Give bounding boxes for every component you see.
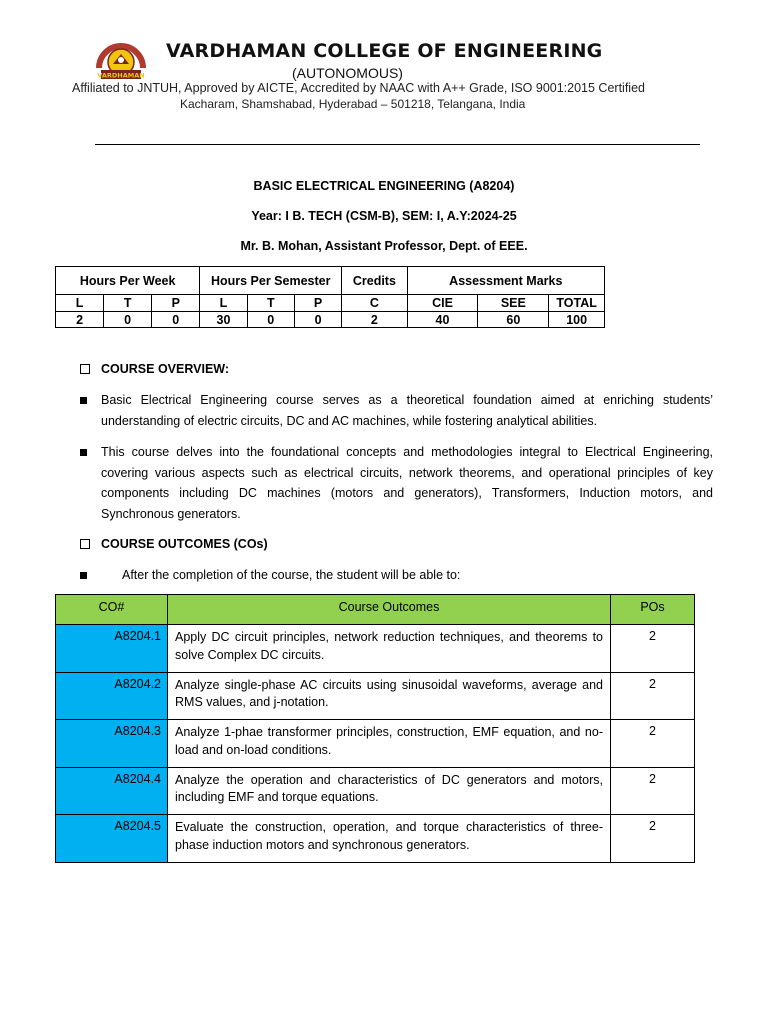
value-cell: 40 xyxy=(407,312,478,328)
value-cell: 100 xyxy=(549,312,605,328)
subhead-cell: L xyxy=(56,295,104,312)
logo-text: VARDHAMAN xyxy=(97,71,145,80)
co-text: Analyze single-phase AC circuits using sinusoidal waveforms, average and RMS values, and j-notation. xyxy=(168,672,611,720)
year-line: Year: I B. TECH (CSM-B), SEM: I, A.Y:2024-25 xyxy=(251,209,517,223)
subhead-cell: C xyxy=(342,295,407,312)
autonomous-label: (AUTONOMOUS) xyxy=(292,65,403,81)
co-code: A8204.3 xyxy=(56,720,168,768)
value-cell: 0 xyxy=(104,312,152,328)
co-number-header: CO# xyxy=(56,595,168,625)
value-cell: 0 xyxy=(247,312,294,328)
co-code: A8204.1 xyxy=(56,625,168,673)
subhead-cell: SEE xyxy=(478,295,549,312)
overview-paragraph-1: Basic Electrical Engineering course serves as a theoretical foundation aimed at enriching students’ understanding of electric circuits, DC and AC machines, while fostering analytical abilities. xyxy=(101,393,713,428)
co-text: Analyze the operation and characteristics of DC generators and motors, including EMF and torque equations. xyxy=(168,767,611,815)
co-code: A8204.4 xyxy=(56,767,168,815)
value-cell: 2 xyxy=(342,312,407,328)
subhead-cell: P xyxy=(294,295,341,312)
course-title: BASIC ELECTRICAL ENGINEERING (A8204) xyxy=(253,179,515,193)
co-code: A8204.2 xyxy=(56,672,168,720)
subhead-cell: CIE xyxy=(407,295,478,312)
hours-table xyxy=(55,266,605,328)
assessment-marks-header: Assessment Marks xyxy=(407,267,604,295)
co-pos: 2 xyxy=(611,672,695,720)
co-text: Apply DC circuit principles, network reduction techniques, and theorems to solve Complex DC circuits. xyxy=(168,625,611,673)
faculty-line: Mr. B. Mohan, Assistant Professor, Dept. of EEE. xyxy=(240,239,528,253)
table-row xyxy=(56,625,695,673)
subhead-cell: P xyxy=(152,295,200,312)
co-pos: 2 xyxy=(611,815,695,863)
college-name: VARDHAMAN COLLEGE OF ENGINEERING xyxy=(166,40,603,62)
course-outcomes-heading xyxy=(80,537,268,551)
subhead-cell: TOTAL xyxy=(549,295,605,312)
co-pos: 2 xyxy=(611,625,695,673)
co-pos: 2 xyxy=(611,767,695,815)
value-cell: 2 xyxy=(56,312,104,328)
course-overview-heading xyxy=(80,362,229,376)
hours-per-semester-header: Hours Per Semester xyxy=(200,267,342,295)
co-pos: 2 xyxy=(611,720,695,768)
header-divider xyxy=(95,144,700,145)
co-text: Analyze 1-phae transformer principles, construction, EMF equation, and no-load and on-load conditions. xyxy=(168,720,611,768)
course-outcomes-header: Course Outcomes xyxy=(168,595,611,625)
credits-header: Credits xyxy=(342,267,407,295)
subhead-cell: L xyxy=(200,295,247,312)
table-row xyxy=(56,767,695,815)
bullet-icon xyxy=(80,449,87,456)
table-row xyxy=(56,815,695,863)
affiliation-line: Affiliated to JNTUH, Approved by AICTE, Accredited by NAAC with A++ Grade, ISO 9001:2015 Certified xyxy=(72,81,645,95)
value-cell: 0 xyxy=(294,312,341,328)
value-cell: 0 xyxy=(152,312,200,328)
subhead-cell: T xyxy=(104,295,152,312)
table-row xyxy=(56,672,695,720)
pos-header: POs xyxy=(611,595,695,625)
outcomes-intro: After the completion of the course, the student will be able to: xyxy=(122,568,461,582)
course-outcomes-table xyxy=(55,594,695,863)
table-row xyxy=(56,720,695,768)
subhead-cell: T xyxy=(247,295,294,312)
course-outcomes-label: COURSE OUTCOMES (COs) xyxy=(101,537,268,551)
co-text: Evaluate the construction, operation, and torque characteristics of three-phase induction motors and synchronous generators. xyxy=(168,815,611,863)
hours-per-week-header: Hours Per Week xyxy=(56,267,200,295)
course-overview-label: COURSE OVERVIEW: xyxy=(101,362,230,376)
address-line: Kacharam, Shamshabad, Hyderabad – 501218, Telangana, India xyxy=(180,97,526,111)
checkbox-icon xyxy=(80,539,90,549)
bullet-icon xyxy=(80,572,87,579)
value-cell: 30 xyxy=(200,312,247,328)
overview-paragraph-2: This course delves into the foundational concepts and methodologies integral to Electrical Engineering, covering various aspects such as electrical circuits, network theorems, and operational principles of key components including DC machines (motors and generators), Transformers, Induction motors, and Synchronous generators. xyxy=(101,445,713,521)
co-code: A8204.5 xyxy=(56,815,168,863)
checkbox-icon xyxy=(80,364,90,374)
college-logo xyxy=(92,40,150,84)
bullet-icon xyxy=(80,397,87,404)
value-cell: 60 xyxy=(478,312,549,328)
